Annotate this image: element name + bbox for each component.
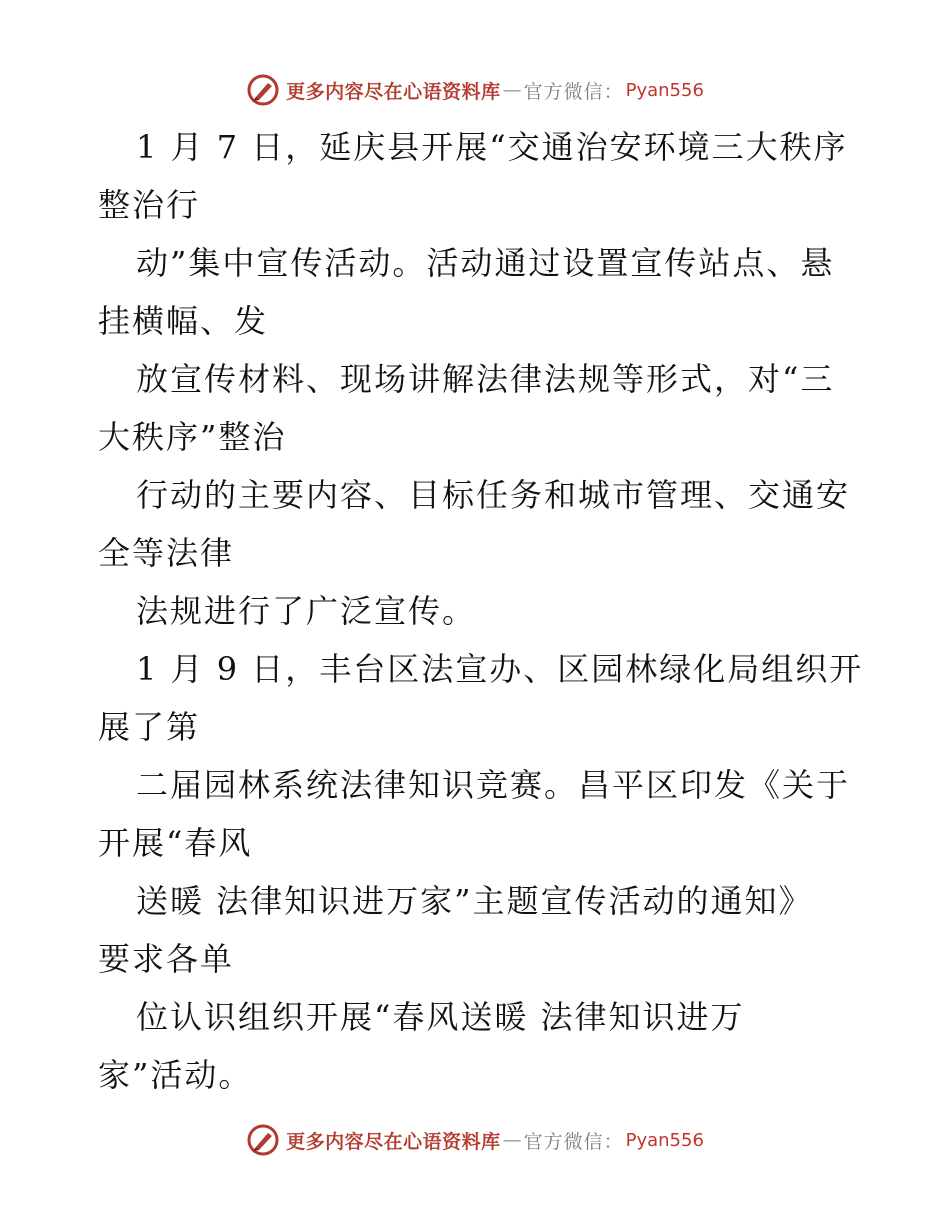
pen-logo-icon — [246, 73, 280, 107]
watermark-main-text: 更多内容尽在心语资料库 — [286, 80, 501, 103]
watermark-label: 官方微信： — [523, 80, 624, 103]
text-line: 挂横幅、发 — [98, 302, 269, 340]
header-watermark — [0, 72, 950, 108]
text-line: 法规进行了广泛宣传。 — [136, 592, 477, 630]
watermark-dash: — — [502, 1129, 522, 1151]
text-line: 行动的主要内容、目标任务和城市管理、交通安 — [136, 476, 851, 514]
document-body — [98, 118, 864, 1104]
text-line: 整治行 — [98, 186, 201, 224]
text-line: 家”活动。 — [98, 1056, 253, 1094]
watermark-wechat-id: Pyan556 — [625, 79, 704, 101]
text-line: 1 月 9 日，丰台区法宣办、区园林绿化局组织开 — [136, 650, 864, 688]
text-line: 位认识组织开展“春风送暖 法律知识进万 — [136, 998, 745, 1036]
watermark-dash: — — [502, 79, 522, 101]
footer-watermark — [0, 1122, 950, 1158]
watermark-wechat-id: Pyan556 — [625, 1129, 704, 1151]
text-line: 1 月 7 日，延庆县开展“交通治安环境三大秩序 — [136, 128, 848, 166]
watermark-main-text: 更多内容尽在心语资料库 — [286, 1130, 501, 1153]
text-line: 送暖 法律知识进万家”主题宣传活动的通知》 — [136, 882, 813, 920]
text-line: 动”集中宣传活动。活动通过设置宣传站点、悬 — [136, 244, 835, 282]
text-line: 展了第 — [98, 708, 201, 746]
text-line: 开展“春风 — [98, 824, 253, 862]
text-line: 全等法律 — [98, 534, 235, 572]
text-line: 放宣传材料、现场讲解法律法规等形式，对“三 — [136, 360, 835, 398]
text-line: 二届园林系统法律知识竞赛。昌平区印发《关于 — [136, 766, 851, 804]
watermark-label: 官方微信： — [523, 1130, 624, 1153]
text-line: 要求各单 — [98, 940, 235, 978]
pen-logo-icon — [246, 1123, 280, 1157]
text-line: 大秩序”整治 — [98, 418, 287, 456]
